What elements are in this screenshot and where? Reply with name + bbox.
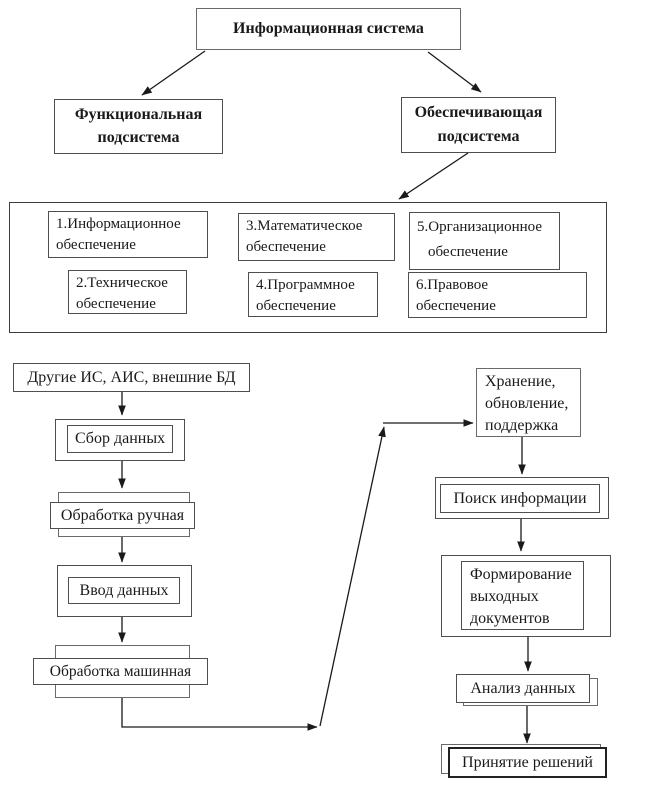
decision-box xyxy=(448,747,607,778)
component-2-line1: 2.Техническое xyxy=(76,275,168,291)
arrow-system-to-providing xyxy=(428,52,481,92)
output-docs-line1: Формирование xyxy=(470,566,572,583)
arrow-diagonal-up xyxy=(320,427,384,726)
component-5-line2: обеспечение xyxy=(428,244,508,260)
component-2-line2: обеспечение xyxy=(76,296,156,312)
analysis-box xyxy=(456,674,590,703)
output-docs-box xyxy=(461,561,584,630)
component-legal-support xyxy=(408,272,587,318)
component-5-line1: 5.Организационное xyxy=(417,219,542,235)
component-3-line2: обеспечение xyxy=(246,239,326,255)
storage-box xyxy=(476,368,581,437)
machine-processing-box xyxy=(33,658,208,685)
decision-label: Принятие решений xyxy=(462,753,593,771)
information-system-box xyxy=(196,8,461,50)
data-input-box xyxy=(68,577,180,604)
manual-processing-label: Обработка ручная xyxy=(60,506,185,524)
sources-box xyxy=(13,363,250,392)
arrow-machine-elbow xyxy=(122,698,317,727)
storage-line2: обновление, xyxy=(485,395,569,412)
providing-subsystem-line1: Обеспечивающая xyxy=(414,104,543,121)
analysis-label: Анализ данных xyxy=(470,679,576,697)
manual-processing-box xyxy=(50,502,195,529)
information-system-label: Информационная система xyxy=(233,20,424,37)
storage-line3: поддержка xyxy=(485,417,559,434)
component-organizational-support xyxy=(409,212,560,270)
data-input-label: Ввод данных xyxy=(79,581,169,599)
storage-line1: Хранение, xyxy=(485,373,556,390)
component-software-support xyxy=(248,272,378,317)
component-6-line2: обеспечение xyxy=(416,298,496,314)
output-docs-line2: выходных xyxy=(470,588,539,605)
collect-data-box xyxy=(67,425,173,453)
component-4-line2: обеспечение xyxy=(256,298,336,314)
search-label: Поиск информации xyxy=(453,489,587,507)
component-6-line1: 6.Правовое xyxy=(416,277,489,293)
component-technical-support xyxy=(68,270,187,314)
component-3-line1: 3.Математическое xyxy=(246,218,363,234)
sources-label: Другие ИС, АИС, внешние БД xyxy=(27,368,236,386)
providing-subsystem-box xyxy=(401,97,556,153)
component-4-line1: 4.Программное xyxy=(256,277,355,293)
component-1-line1: 1.Информационное xyxy=(56,216,181,232)
functional-subsystem-line2: подсистема xyxy=(97,129,180,147)
search-box xyxy=(440,484,600,513)
providing-subsystem-line2: подсистема xyxy=(437,128,520,145)
machine-processing-label: Обработка машинная xyxy=(49,662,192,680)
collect-data-label: Сбор данных xyxy=(74,430,166,447)
functional-subsystem-line1: Функциональная xyxy=(74,105,203,123)
arrow-system-to-functional xyxy=(142,51,205,95)
arrow-providing-to-components xyxy=(399,153,468,199)
functional-subsystem-box xyxy=(54,99,223,154)
component-1-line2: обеспечение xyxy=(56,237,136,253)
component-information-support xyxy=(48,211,208,258)
component-mathematical-support xyxy=(238,213,395,261)
output-docs-line3: документов xyxy=(470,610,550,627)
